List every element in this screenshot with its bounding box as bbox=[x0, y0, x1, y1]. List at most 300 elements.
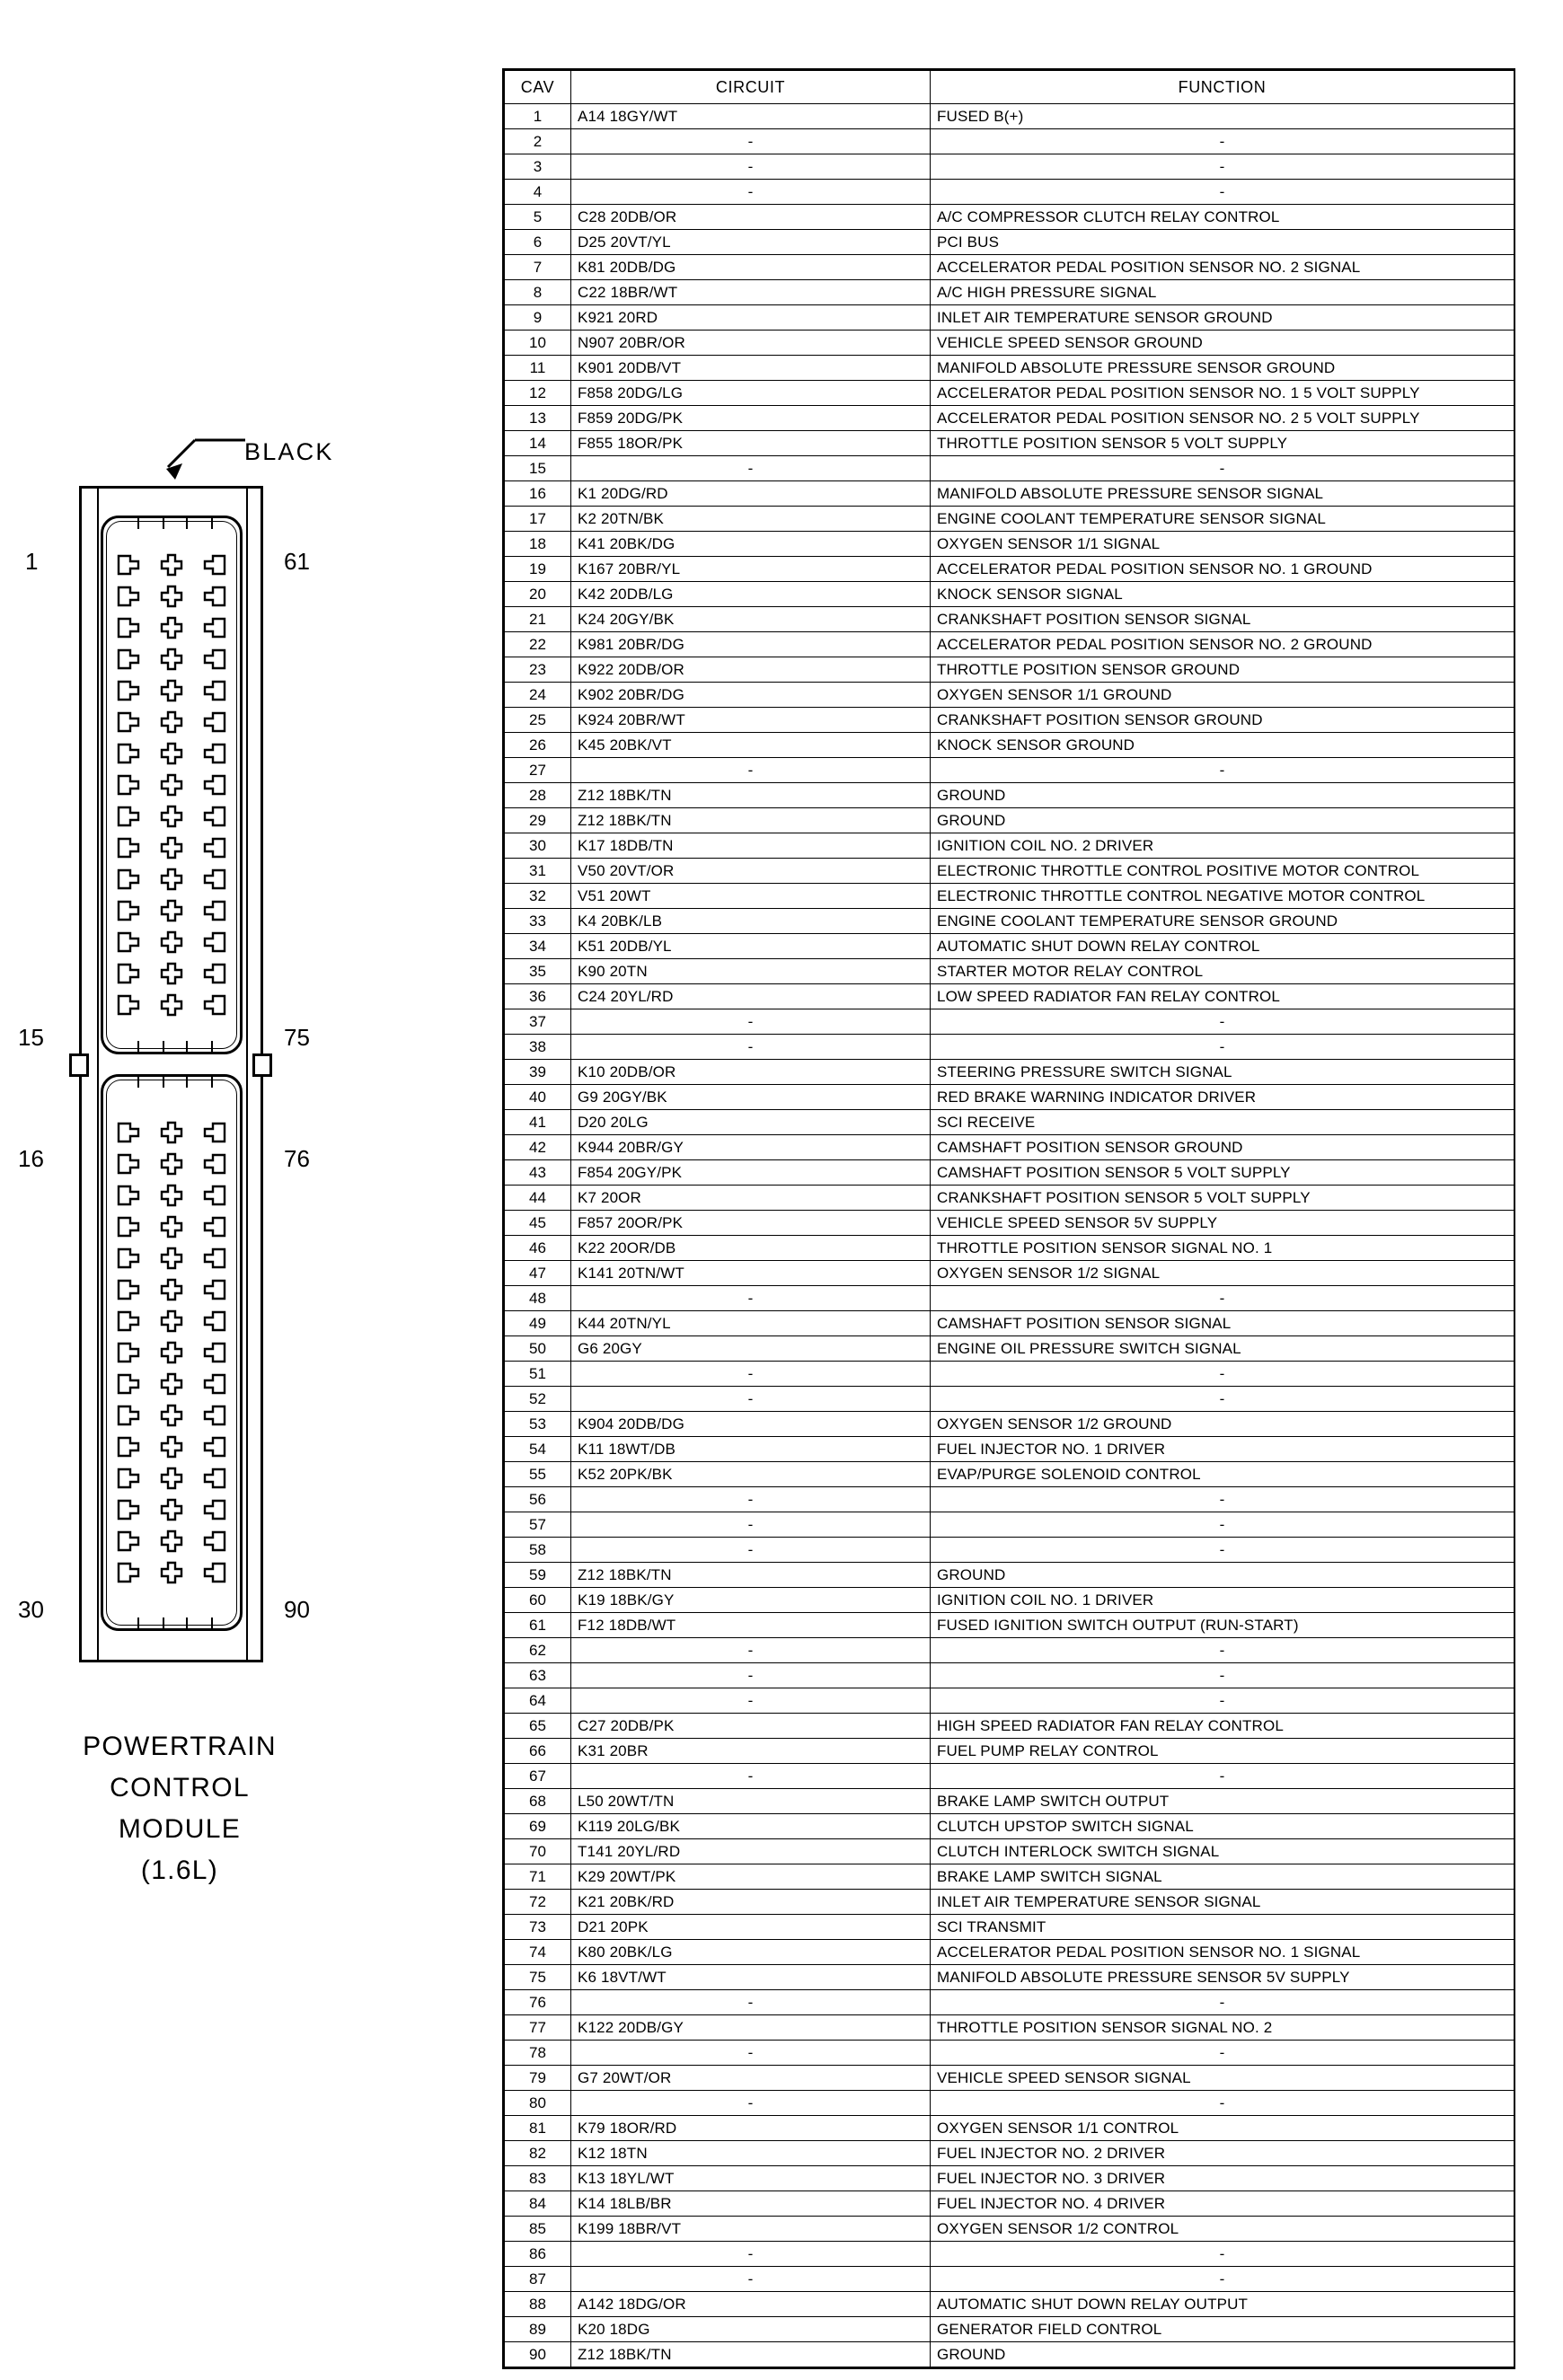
function-cell: - bbox=[931, 1538, 1514, 1563]
cav-cell: 88 bbox=[505, 2292, 571, 2317]
table-row bbox=[505, 2091, 1514, 2116]
table-row bbox=[505, 657, 1514, 683]
circuit-cell: K90 20TN bbox=[571, 959, 931, 984]
circuit-cell: K981 20BR/DG bbox=[571, 632, 931, 657]
function-cell: GROUND bbox=[931, 1563, 1514, 1588]
table-row bbox=[505, 959, 1514, 984]
cav-cell: 16 bbox=[505, 481, 571, 507]
cav-cell: 67 bbox=[505, 1764, 571, 1789]
cav-cell: 65 bbox=[505, 1714, 571, 1739]
cav-cell: 27 bbox=[505, 758, 571, 783]
connector-color-label: BLACK bbox=[244, 438, 334, 465]
circuit-cell: - bbox=[571, 154, 931, 180]
cav-cell: 72 bbox=[505, 1890, 571, 1915]
table-row bbox=[505, 632, 1514, 657]
cavity-pin-center bbox=[160, 1309, 183, 1333]
pin-number-label-90: 90 bbox=[284, 1596, 310, 1623]
column-header-function: FUNCTION bbox=[931, 71, 1514, 104]
circuit-cell: - bbox=[571, 1487, 931, 1512]
table-row bbox=[505, 1839, 1514, 1864]
cavity-pin-left bbox=[117, 553, 140, 577]
cavity-pin-row bbox=[117, 899, 226, 922]
cav-cell: 54 bbox=[505, 1437, 571, 1462]
cav-cell: 5 bbox=[505, 205, 571, 230]
function-cell: - bbox=[931, 1009, 1514, 1035]
table-row bbox=[505, 154, 1514, 180]
cav-cell: 69 bbox=[505, 1814, 571, 1839]
cavity-pin-left bbox=[117, 1278, 140, 1301]
cav-cell: 50 bbox=[505, 1336, 571, 1362]
table-row bbox=[505, 1085, 1514, 1110]
caption-line-3: MODULE bbox=[118, 1814, 242, 1844]
cavity-pin-left bbox=[117, 993, 140, 1017]
circuit-cell: K10 20DB/OR bbox=[571, 1060, 931, 1085]
cavity-block-lower bbox=[101, 1074, 243, 1631]
table-row bbox=[505, 431, 1514, 456]
function-cell: CRANKSHAFT POSITION SENSOR SIGNAL bbox=[931, 607, 1514, 632]
cav-cell: 15 bbox=[505, 456, 571, 481]
function-cell: VEHICLE SPEED SENSOR GROUND bbox=[931, 331, 1514, 356]
function-cell: BRAKE LAMP SWITCH OUTPUT bbox=[931, 1789, 1514, 1814]
circuit-cell: K44 20TN/YL bbox=[571, 1311, 931, 1336]
pin-number-label-15: 15 bbox=[18, 1024, 44, 1051]
table-row bbox=[505, 1437, 1514, 1462]
function-cell: GROUND bbox=[931, 2342, 1514, 2367]
circuit-cell: K22 20OR/DB bbox=[571, 1236, 931, 1261]
function-cell: OXYGEN SENSOR 1/2 GROUND bbox=[931, 1412, 1514, 1437]
circuit-cell: K904 20DB/DG bbox=[571, 1412, 931, 1437]
cav-cell: 39 bbox=[505, 1060, 571, 1085]
cav-cell: 20 bbox=[505, 582, 571, 607]
table-row bbox=[505, 758, 1514, 783]
pin-number-label-61: 61 bbox=[284, 548, 310, 575]
circuit-cell: K19 18BK/GY bbox=[571, 1588, 931, 1613]
cav-cell: 43 bbox=[505, 1160, 571, 1186]
table-row bbox=[505, 280, 1514, 305]
circuit-cell: Z12 18BK/TN bbox=[571, 2342, 931, 2367]
cavity-pin-right bbox=[203, 1152, 226, 1176]
cavity-pin-row bbox=[117, 1404, 226, 1427]
cavity-pin-row bbox=[117, 742, 226, 765]
table-row bbox=[505, 1714, 1514, 1739]
cav-cell: 24 bbox=[505, 683, 571, 708]
cavity-pin-left bbox=[117, 1372, 140, 1396]
table-row bbox=[505, 205, 1514, 230]
cavity-pin-right bbox=[203, 1372, 226, 1396]
cav-cell: 82 bbox=[505, 2141, 571, 2166]
function-cell: A/C HIGH PRESSURE SIGNAL bbox=[931, 280, 1514, 305]
function-cell: INLET AIR TEMPERATURE SENSOR SIGNAL bbox=[931, 1890, 1514, 1915]
table-row bbox=[505, 909, 1514, 934]
pin-number-label-75: 75 bbox=[284, 1024, 310, 1051]
circuit-cell: K41 20BK/DG bbox=[571, 532, 931, 557]
function-cell: CAMSHAFT POSITION SENSOR SIGNAL bbox=[931, 1311, 1514, 1336]
circuit-cell: D20 20LG bbox=[571, 1110, 931, 1135]
function-cell: GENERATOR FIELD CONTROL bbox=[931, 2317, 1514, 2342]
function-cell: KNOCK SENSOR GROUND bbox=[931, 733, 1514, 758]
cavity-pin-center bbox=[160, 1341, 183, 1364]
cavity-pin-left bbox=[117, 962, 140, 985]
cavity-pin-center bbox=[160, 899, 183, 922]
function-cell: - bbox=[931, 1663, 1514, 1688]
cavity-pin-row bbox=[117, 616, 226, 639]
pin-number-label-30: 30 bbox=[18, 1596, 44, 1623]
table-row bbox=[505, 129, 1514, 154]
circuit-cell: - bbox=[571, 2267, 931, 2292]
cavity-pin-right bbox=[203, 1341, 226, 1364]
circuit-cell: K12 18TN bbox=[571, 2141, 931, 2166]
cavity-pin-right bbox=[203, 1404, 226, 1427]
table-row bbox=[505, 381, 1514, 406]
table-row bbox=[505, 733, 1514, 758]
shell-rail-right bbox=[246, 489, 248, 1660]
function-cell: MANIFOLD ABSOLUTE PRESSURE SENSOR 5V SUPPLY bbox=[931, 1965, 1514, 1990]
cav-cell: 60 bbox=[505, 1588, 571, 1613]
circuit-cell: - bbox=[571, 1035, 931, 1060]
function-cell: CLUTCH INTERLOCK SWITCH SIGNAL bbox=[931, 1839, 1514, 1864]
cav-cell: 37 bbox=[505, 1009, 571, 1035]
table-row bbox=[505, 104, 1514, 129]
table-row bbox=[505, 356, 1514, 381]
cav-cell: 46 bbox=[505, 1236, 571, 1261]
table-row bbox=[505, 2217, 1514, 2242]
cavity-pin-center bbox=[160, 1372, 183, 1396]
cavity-pin-center bbox=[160, 805, 183, 828]
cav-cell: 8 bbox=[505, 280, 571, 305]
cav-cell: 79 bbox=[505, 2066, 571, 2091]
cavity-pin-row bbox=[117, 1341, 226, 1364]
pin-grid-upper bbox=[103, 518, 240, 1052]
function-cell: MANIFOLD ABSOLUTE PRESSURE SENSOR GROUND bbox=[931, 356, 1514, 381]
cavity-pin-right bbox=[203, 993, 226, 1017]
cav-cell: 32 bbox=[505, 884, 571, 909]
table-row bbox=[505, 1814, 1514, 1839]
cavity-pin-center bbox=[160, 1404, 183, 1427]
cavity-pin-row bbox=[117, 868, 226, 891]
function-cell: ACCELERATOR PEDAL POSITION SENSOR NO. 1 GROUND bbox=[931, 557, 1514, 582]
cavity-pin-right bbox=[203, 648, 226, 671]
function-cell: VEHICLE SPEED SENSOR 5V SUPPLY bbox=[931, 1211, 1514, 1236]
cavity-pin-left bbox=[117, 585, 140, 608]
cav-cell: 25 bbox=[505, 708, 571, 733]
circuit-cell: K14 18LB/BR bbox=[571, 2191, 931, 2217]
function-cell: AUTOMATIC SHUT DOWN RELAY OUTPUT bbox=[931, 2292, 1514, 2317]
function-cell: - bbox=[931, 1035, 1514, 1060]
cavity-pin-center bbox=[160, 648, 183, 671]
table-row bbox=[505, 1060, 1514, 1085]
cavity-pin-center bbox=[160, 836, 183, 859]
latch-tab-right bbox=[252, 1053, 272, 1077]
circuit-cell: - bbox=[571, 1387, 931, 1412]
function-cell: ACCELERATOR PEDAL POSITION SENSOR NO. 2 SIGNAL bbox=[931, 255, 1514, 280]
table-row bbox=[505, 1739, 1514, 1764]
cav-cell: 74 bbox=[505, 1940, 571, 1965]
function-cell: ELECTRONIC THROTTLE CONTROL POSITIVE MOTOR CONTROL bbox=[931, 859, 1514, 884]
table-row bbox=[505, 1688, 1514, 1714]
circuit-cell: - bbox=[571, 456, 931, 481]
cavity-pin-center bbox=[160, 1561, 183, 1584]
function-cell: - bbox=[931, 1990, 1514, 2015]
cav-cell: 56 bbox=[505, 1487, 571, 1512]
key-notch bbox=[137, 1618, 164, 1630]
cav-cell: 3 bbox=[505, 154, 571, 180]
function-cell: - bbox=[931, 154, 1514, 180]
circuit-cell: - bbox=[571, 180, 931, 205]
module-caption bbox=[0, 1726, 359, 1891]
function-cell: THROTTLE POSITION SENSOR GROUND bbox=[931, 657, 1514, 683]
cav-cell: 51 bbox=[505, 1362, 571, 1387]
cav-cell: 41 bbox=[505, 1110, 571, 1135]
cav-cell: 52 bbox=[505, 1387, 571, 1412]
cavity-pin-right bbox=[203, 836, 226, 859]
function-cell: FUSED B(+) bbox=[931, 104, 1514, 129]
function-cell: CLUTCH UPSTOP SWITCH SIGNAL bbox=[931, 1814, 1514, 1839]
table-row bbox=[505, 331, 1514, 356]
cavity-pin-row bbox=[117, 1467, 226, 1490]
cavity-pin-center bbox=[160, 710, 183, 734]
circuit-cell: D21 20PK bbox=[571, 1915, 931, 1940]
table-row bbox=[505, 255, 1514, 280]
table-row bbox=[505, 1890, 1514, 1915]
circuit-cell: L50 20WT/TN bbox=[571, 1789, 931, 1814]
cavity-pin-right bbox=[203, 1121, 226, 1144]
cav-cell: 2 bbox=[505, 129, 571, 154]
cav-cell: 12 bbox=[505, 381, 571, 406]
function-cell: CRANKSHAFT POSITION SENSOR 5 VOLT SUPPLY bbox=[931, 1186, 1514, 1211]
function-cell: - bbox=[931, 180, 1514, 205]
cav-cell: 58 bbox=[505, 1538, 571, 1563]
cavity-pin-left bbox=[117, 1247, 140, 1270]
cavity-pin-left bbox=[117, 773, 140, 797]
circuit-cell: F854 20GY/PK bbox=[571, 1160, 931, 1186]
cavity-pin-row bbox=[117, 1215, 226, 1238]
table-row bbox=[505, 1538, 1514, 1563]
table-row bbox=[505, 1186, 1514, 1211]
cavity-pin-right bbox=[203, 1278, 226, 1301]
cav-cell: 61 bbox=[505, 1613, 571, 1638]
table-row bbox=[505, 1160, 1514, 1186]
cavity-pin-row bbox=[117, 930, 226, 954]
circuit-cell: K902 20BR/DG bbox=[571, 683, 931, 708]
cav-cell: 76 bbox=[505, 1990, 571, 2015]
circuit-cell: - bbox=[571, 2242, 931, 2267]
cavity-pin-center bbox=[160, 962, 183, 985]
circuit-cell: Z12 18BK/TN bbox=[571, 1563, 931, 1588]
cav-cell: 86 bbox=[505, 2242, 571, 2267]
cavity-pin-center bbox=[160, 1121, 183, 1144]
cavity-pin-center bbox=[160, 1435, 183, 1459]
cavity-pin-left bbox=[117, 868, 140, 891]
cavity-pin-right bbox=[203, 930, 226, 954]
circuit-cell: K42 20DB/LG bbox=[571, 582, 931, 607]
table-row bbox=[505, 1387, 1514, 1412]
cavity-pin-right bbox=[203, 742, 226, 765]
cav-cell: 80 bbox=[505, 2091, 571, 2116]
function-cell: VEHICLE SPEED SENSOR SIGNAL bbox=[931, 2066, 1514, 2091]
function-cell: SCI RECEIVE bbox=[931, 1110, 1514, 1135]
function-cell: GROUND bbox=[931, 783, 1514, 808]
cavity-pin-left bbox=[117, 836, 140, 859]
connector-illustration bbox=[0, 0, 503, 2380]
circuit-cell: G6 20GY bbox=[571, 1336, 931, 1362]
cavity-pin-right bbox=[203, 1467, 226, 1490]
table-row bbox=[505, 1864, 1514, 1890]
cavity-pin-left bbox=[117, 1152, 140, 1176]
circuit-cell: K21 20BK/RD bbox=[571, 1890, 931, 1915]
cav-cell: 68 bbox=[505, 1789, 571, 1814]
cavity-pin-row bbox=[117, 1247, 226, 1270]
cavity-pin-left bbox=[117, 710, 140, 734]
cav-cell: 38 bbox=[505, 1035, 571, 1060]
function-cell: THROTTLE POSITION SENSOR 5 VOLT SUPPLY bbox=[931, 431, 1514, 456]
cavity-pin-row bbox=[117, 1121, 226, 1144]
function-cell: ENGINE COOLANT TEMPERATURE SENSOR GROUND bbox=[931, 909, 1514, 934]
circuit-cell: D25 20VT/YL bbox=[571, 230, 931, 255]
cav-cell: 70 bbox=[505, 1839, 571, 1864]
table-row bbox=[505, 2317, 1514, 2342]
function-cell: - bbox=[931, 1638, 1514, 1663]
table-row bbox=[505, 1286, 1514, 1311]
table-row bbox=[505, 230, 1514, 255]
circuit-cell: K922 20DB/OR bbox=[571, 657, 931, 683]
table-row bbox=[505, 2267, 1514, 2292]
cavity-pin-right bbox=[203, 553, 226, 577]
circuit-cell: A14 18GY/WT bbox=[571, 104, 931, 129]
pin-number-label-16: 16 bbox=[18, 1145, 44, 1172]
cav-cell: 36 bbox=[505, 984, 571, 1009]
circuit-cell: K2 20TN/BK bbox=[571, 507, 931, 532]
table-row bbox=[505, 180, 1514, 205]
cavity-pin-left bbox=[117, 1121, 140, 1144]
cavity-pin-center bbox=[160, 742, 183, 765]
circuit-cell: K924 20BR/WT bbox=[571, 708, 931, 733]
circuit-cell: K901 20DB/VT bbox=[571, 356, 931, 381]
function-cell: OXYGEN SENSOR 1/2 CONTROL bbox=[931, 2217, 1514, 2242]
cav-cell: 62 bbox=[505, 1638, 571, 1663]
function-cell: FUEL INJECTOR NO. 4 DRIVER bbox=[931, 2191, 1514, 2217]
circuit-cell: F12 18DB/WT bbox=[571, 1613, 931, 1638]
key-notch bbox=[137, 1041, 164, 1053]
table-row bbox=[505, 557, 1514, 582]
circuit-cell: - bbox=[571, 1638, 931, 1663]
table-row bbox=[505, 1965, 1514, 1990]
circuit-cell: - bbox=[571, 1764, 931, 1789]
cav-cell: 19 bbox=[505, 557, 571, 582]
cavity-pin-center bbox=[160, 1184, 183, 1207]
circuit-cell: K167 20BR/YL bbox=[571, 557, 931, 582]
function-cell: GROUND bbox=[931, 808, 1514, 833]
circuit-cell: K6 18VT/WT bbox=[571, 1965, 931, 1990]
table-row bbox=[505, 1009, 1514, 1035]
function-cell: - bbox=[931, 1512, 1514, 1538]
circuit-cell: G9 20GY/BK bbox=[571, 1085, 931, 1110]
cavity-pin-row bbox=[117, 962, 226, 985]
key-notch bbox=[186, 1041, 213, 1053]
table-row bbox=[505, 1462, 1514, 1487]
table-row bbox=[505, 2041, 1514, 2066]
circuit-cell: - bbox=[571, 2041, 931, 2066]
function-cell: MANIFOLD ABSOLUTE PRESSURE SENSOR SIGNAL bbox=[931, 481, 1514, 507]
function-cell: PCI BUS bbox=[931, 230, 1514, 255]
circuit-cell: Z12 18BK/TN bbox=[571, 783, 931, 808]
cavity-pin-right bbox=[203, 773, 226, 797]
circuit-cell: K11 18WT/DB bbox=[571, 1437, 931, 1462]
function-cell: IGNITION COIL NO. 2 DRIVER bbox=[931, 833, 1514, 859]
circuit-cell: T141 20YL/RD bbox=[571, 1839, 931, 1864]
circuit-cell: K17 18DB/TN bbox=[571, 833, 931, 859]
function-cell: ELECTRONIC THROTTLE CONTROL NEGATIVE MOTOR CONTROL bbox=[931, 884, 1514, 909]
cavity-pin-center bbox=[160, 773, 183, 797]
table-row bbox=[505, 2066, 1514, 2091]
cav-cell: 13 bbox=[505, 406, 571, 431]
circuit-cell: - bbox=[571, 1362, 931, 1387]
cav-cell: 4 bbox=[505, 180, 571, 205]
cav-cell: 77 bbox=[505, 2015, 571, 2041]
cav-cell: 10 bbox=[505, 331, 571, 356]
table-row bbox=[505, 1789, 1514, 1814]
table-row bbox=[505, 1236, 1514, 1261]
caption-line-4: (1.6L) bbox=[140, 1856, 219, 1885]
circuit-cell: - bbox=[571, 2091, 931, 2116]
circuit-cell: G7 20WT/OR bbox=[571, 2066, 931, 2091]
circuit-cell: C27 20DB/PK bbox=[571, 1714, 931, 1739]
cavity-pin-right bbox=[203, 1309, 226, 1333]
table-row bbox=[505, 1915, 1514, 1940]
cavity-pin-row bbox=[117, 585, 226, 608]
cavity-pin-row bbox=[117, 1152, 226, 1176]
function-cell: ACCELERATOR PEDAL POSITION SENSOR NO. 2 GROUND bbox=[931, 632, 1514, 657]
circuit-cell: - bbox=[571, 1538, 931, 1563]
cavity-pin-left bbox=[117, 805, 140, 828]
table-row bbox=[505, 984, 1514, 1009]
circuit-cell: K199 18BR/VT bbox=[571, 2217, 931, 2242]
pin-number-label-1: 1 bbox=[25, 548, 39, 575]
circuit-cell: V51 20WT bbox=[571, 884, 931, 909]
function-cell: FUEL INJECTOR NO. 2 DRIVER bbox=[931, 2141, 1514, 2166]
cavity-pin-row bbox=[117, 1184, 226, 1207]
circuit-cell: K4 20BK/LB bbox=[571, 909, 931, 934]
cavity-pin-left bbox=[117, 1529, 140, 1553]
table-row bbox=[505, 1336, 1514, 1362]
function-cell: - bbox=[931, 2091, 1514, 2116]
cav-cell: 48 bbox=[505, 1286, 571, 1311]
table-row bbox=[505, 2191, 1514, 2217]
function-cell: OXYGEN SENSOR 1/2 SIGNAL bbox=[931, 1261, 1514, 1286]
cavity-pin-right bbox=[203, 585, 226, 608]
function-cell: FUEL PUMP RELAY CONTROL bbox=[931, 1739, 1514, 1764]
function-cell: - bbox=[931, 456, 1514, 481]
cav-cell: 11 bbox=[505, 356, 571, 381]
cav-cell: 83 bbox=[505, 2166, 571, 2191]
column-header-circuit: CIRCUIT bbox=[571, 71, 931, 104]
circuit-cell: A142 18DG/OR bbox=[571, 2292, 931, 2317]
cavity-pin-row bbox=[117, 805, 226, 828]
function-cell: ACCELERATOR PEDAL POSITION SENSOR NO. 2 5 VOLT SUPPLY bbox=[931, 406, 1514, 431]
circuit-cell: K52 20PK/BK bbox=[571, 1462, 931, 1487]
cavity-pin-right bbox=[203, 710, 226, 734]
cavity-pin-row bbox=[117, 553, 226, 577]
cav-cell: 85 bbox=[505, 2217, 571, 2242]
table-header-row bbox=[505, 71, 1514, 104]
function-cell: - bbox=[931, 758, 1514, 783]
table-row bbox=[505, 1940, 1514, 1965]
function-cell: HIGH SPEED RADIATOR FAN RELAY CONTROL bbox=[931, 1714, 1514, 1739]
pinout-table bbox=[504, 70, 1514, 2367]
pin-grid-lower bbox=[103, 1077, 240, 1628]
cavity-pin-center bbox=[160, 1247, 183, 1270]
table-row bbox=[505, 2116, 1514, 2141]
table-row bbox=[505, 481, 1514, 507]
